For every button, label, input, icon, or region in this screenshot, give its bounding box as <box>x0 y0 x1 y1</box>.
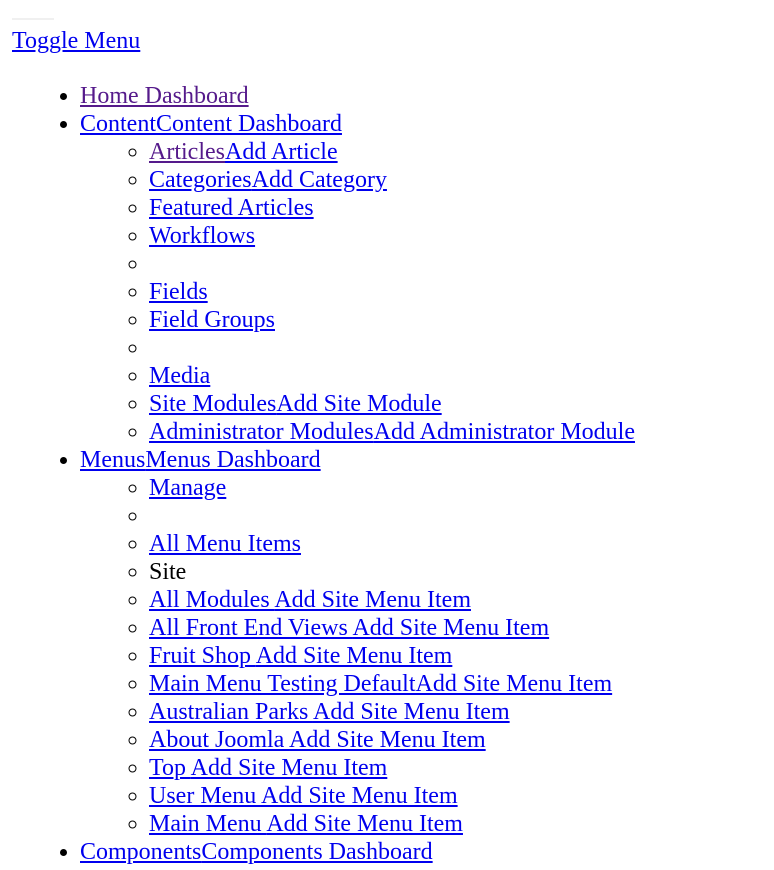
top-divider <box>12 18 54 20</box>
menus-link[interactable]: Menus <box>80 447 146 473</box>
field-groups-link[interactable]: Field Groups <box>149 307 275 333</box>
articles-link[interactable]: Articles <box>149 139 225 165</box>
submenu-heading-site <box>149 558 774 586</box>
add-site-menu-item-link[interactable]: Add Site Menu Item <box>274 587 471 613</box>
add-site-menu-item-link[interactable]: Add Site Menu Item <box>415 671 613 697</box>
submenu-item-categories <box>149 166 774 194</box>
add-site-menu-item-link[interactable]: Add Site Menu Item <box>260 783 458 809</box>
menu-name-link[interactable]: Fruit Shop <box>149 643 256 669</box>
all-menu-items-link[interactable]: All Menu Items <box>149 531 301 557</box>
site-heading: Site <box>149 559 187 585</box>
fields-link[interactable]: Fields <box>149 279 208 305</box>
menu-name-link[interactable]: Main Menu Testing Default <box>149 671 416 697</box>
add-category-link[interactable]: Add Category <box>251 167 387 193</box>
submenu-item-menu <box>149 782 774 810</box>
content-dashboard-link[interactable]: Content Dashboard <box>156 111 342 137</box>
workflows-link[interactable]: Workflows <box>149 223 256 249</box>
content-link[interactable]: Content <box>80 111 156 137</box>
submenu-item-workflows <box>149 222 774 250</box>
submenu-item-menu <box>149 670 774 698</box>
menu-name-link[interactable]: Main Menu <box>149 811 267 837</box>
menu-name-link[interactable]: User Menu <box>149 783 261 809</box>
submenu-item-menu <box>149 642 774 670</box>
add-administrator-module-link[interactable]: Add Administrator Module <box>373 419 635 445</box>
menu-item-menus <box>80 446 774 838</box>
main-menu <box>0 82 774 866</box>
menu-name-link[interactable]: About Joomla <box>149 727 290 753</box>
submenu-item-administrator-modules <box>149 418 774 446</box>
add-site-menu-item-link[interactable]: Add Site Menu Item <box>266 811 463 837</box>
submenu-item-featured <box>149 194 774 222</box>
menu-name-link[interactable]: Top <box>149 755 191 781</box>
submenu-separator <box>149 502 774 530</box>
submenu-item-media <box>149 362 774 390</box>
content-submenu <box>80 138 774 446</box>
add-site-module-link[interactable]: Add Site Module <box>276 391 442 417</box>
add-site-menu-item-link[interactable]: Add Site Menu Item <box>190 755 388 781</box>
submenu-item-articles <box>149 138 774 166</box>
categories-link[interactable]: Categories <box>149 167 252 193</box>
featured-articles-link[interactable]: Featured Articles <box>149 195 314 221</box>
toggle-menu-container <box>12 27 140 55</box>
submenu-item-menu <box>149 614 774 642</box>
submenu-item-manage <box>149 474 774 502</box>
menu-item-components <box>80 838 774 866</box>
submenu-item-menu <box>149 586 774 614</box>
home-dashboard-link[interactable]: Home Dashboard <box>80 83 249 109</box>
toggle-menu-link[interactable]: Toggle Menu <box>12 28 141 54</box>
submenu-item-field-groups <box>149 306 774 334</box>
menu-name-link[interactable]: All Modules <box>149 587 275 613</box>
submenu-item-site-modules <box>149 390 774 418</box>
components-dashboard-link[interactable]: Components Dashboard <box>201 839 433 865</box>
menus-dashboard-link[interactable]: Menus Dashboard <box>145 447 321 473</box>
site-modules-link[interactable]: Site Modules <box>149 391 277 417</box>
submenu-item-all-menu-items <box>149 530 774 558</box>
add-site-menu-item-link[interactable]: Add Site Menu Item <box>352 615 550 641</box>
submenu-item-menu <box>149 810 774 838</box>
add-article-link[interactable]: Add Article <box>224 139 338 165</box>
menu-name-link[interactable]: Australian Parks <box>149 699 313 725</box>
add-site-menu-item-link[interactable]: Add Site Menu Item <box>289 727 486 753</box>
media-link[interactable]: Media <box>149 363 211 389</box>
menu-name-link[interactable]: All Front End Views <box>149 615 353 641</box>
administrator-modules-link[interactable]: Administrator Modules <box>149 419 374 445</box>
submenu-separator <box>149 250 774 278</box>
submenu-item-menu <box>149 698 774 726</box>
menu-item-home <box>80 82 774 110</box>
menu-item-content <box>80 110 774 446</box>
add-site-menu-item-link[interactable]: Add Site Menu Item <box>255 643 453 669</box>
submenu-item-menu <box>149 726 774 754</box>
add-site-menu-item-link[interactable]: Add Site Menu Item <box>312 699 510 725</box>
submenu-item-menu <box>149 754 774 782</box>
components-link[interactable]: Components <box>80 839 202 865</box>
submenu-separator <box>149 334 774 362</box>
manage-link[interactable]: Manage <box>149 475 227 501</box>
submenu-item-fields <box>149 278 774 306</box>
menus-submenu <box>80 474 774 838</box>
